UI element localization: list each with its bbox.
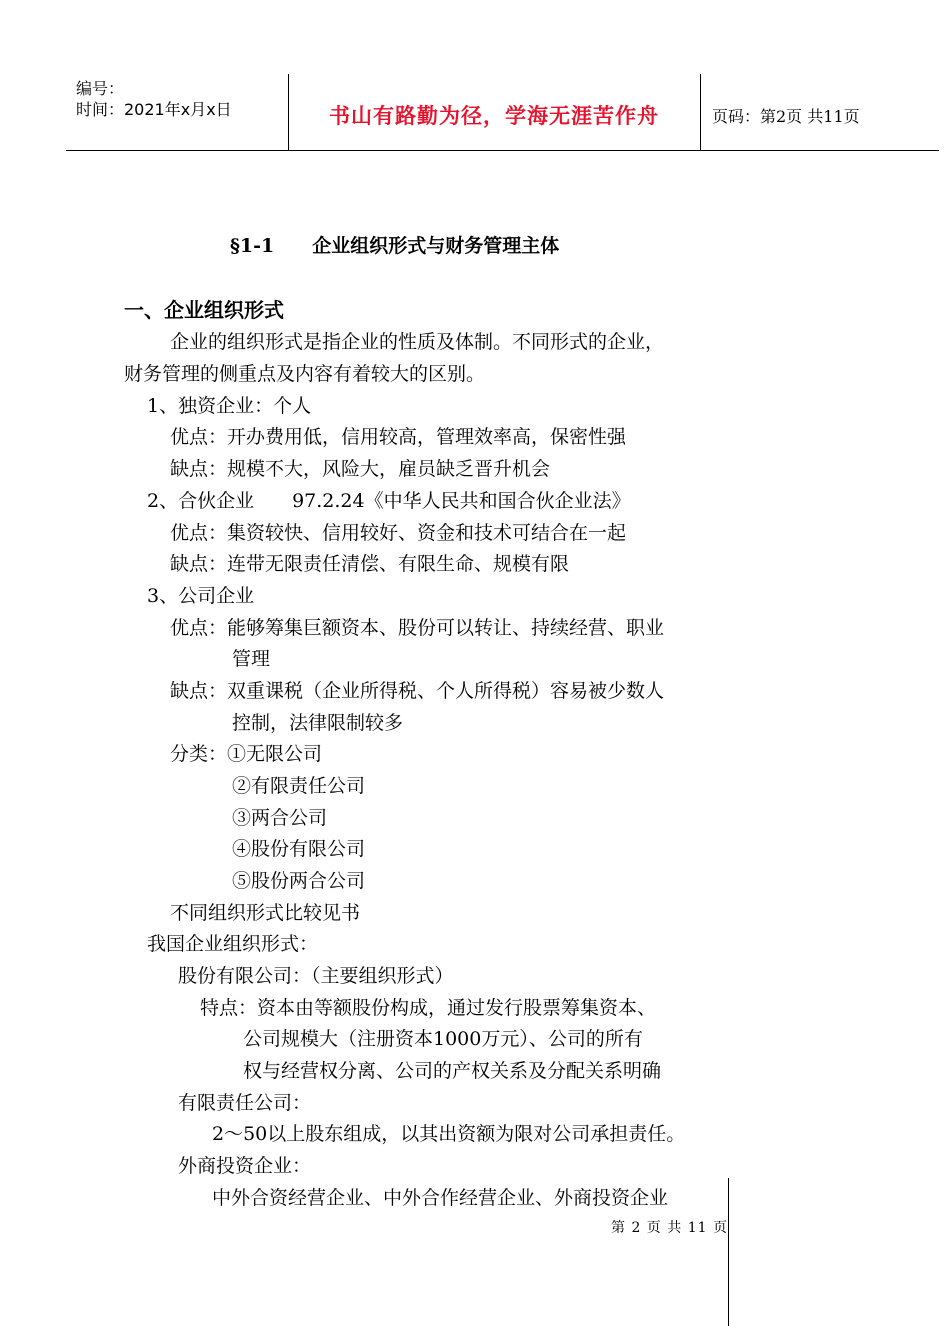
body-line: 优点：能够筹集巨额资本、股份可以转让、持续经营、职业 xyxy=(170,617,665,639)
body-line: 分类：①无限公司 xyxy=(170,743,323,765)
body-line: 优点：开办费用低，信用较高，管理效率高，保密性强 xyxy=(170,426,627,448)
body-line: ④股份有限公司 xyxy=(232,838,366,860)
header-divider-2 xyxy=(700,74,701,150)
body-line: ③两合公司 xyxy=(232,807,328,829)
body-line: 3、公司企业 xyxy=(147,585,255,607)
body-line: 管理 xyxy=(232,648,271,670)
body-line: 财务管理的侧重点及内容有着较大的区别。 xyxy=(124,363,486,385)
margin-rule xyxy=(728,1178,729,1326)
body-line: 优点：集资较快、信用较好、资金和技术可结合在一起 xyxy=(170,522,627,544)
body-line: 2～50以上股东组成，以其出资额为限对公司承担责任。 xyxy=(212,1123,686,1145)
page-footer: 第 2 页 共 11 页 xyxy=(611,1220,728,1236)
header-page-info: 页码：第2页 共11页 xyxy=(712,107,860,126)
body-line: 1、独资企业：个人 xyxy=(147,395,312,417)
header-time-label: 时间：2021年x月x日 xyxy=(76,100,232,119)
body-line: ②有限责任公司 xyxy=(232,775,366,797)
body-line: 企业的组织形式是指企业的性质及体制。不同形式的企业， xyxy=(170,331,665,353)
body-line: 我国企业组织形式： xyxy=(147,933,319,955)
body-line: 缺点：连带无限责任清偿、有限生命、规模有限 xyxy=(170,553,570,575)
header-motto: 书山有路勤为径，学海无涯苦作舟 xyxy=(329,103,659,128)
body-line: 公司规模大（注册资本1000万元）、公司的所有 xyxy=(243,1028,643,1050)
body-line: 权与经营权分离、公司的产权关系及分配关系明确 xyxy=(243,1060,662,1082)
body-line: 2、合伙企业 97.2.24《中华人民共和国合伙企业法》 xyxy=(147,490,631,512)
body-line: 缺点：规模不大，风险大，雇员缺乏晋升机会 xyxy=(170,458,551,480)
body-line: 不同组织形式比较见书 xyxy=(170,902,361,924)
body-line: 特点：资本由等额股份构成，通过发行股票筹集资本、 xyxy=(200,997,657,1019)
header-left-cell xyxy=(76,78,232,120)
section-title: §1-1 企业组织形式与财务管理主体 xyxy=(230,235,560,257)
page-header xyxy=(66,74,939,151)
section-heading: 一、企业组织形式 xyxy=(124,298,284,322)
body-line: ⑤股份两合公司 xyxy=(232,870,366,892)
body-line: 股份有限公司：（主要组织形式） xyxy=(178,965,454,987)
body-line: 中外合资经营企业、中外合作经营企业、外商投资企业 xyxy=(212,1187,669,1209)
body-line: 缺点：双重课税（企业所得税、个人所得税）容易被少数人 xyxy=(170,680,665,702)
body-line: 外商投资企业： xyxy=(178,1155,312,1177)
body-line: 控制，法律限制较多 xyxy=(232,712,404,734)
body-line: 有限责任公司： xyxy=(178,1092,312,1114)
header-number-label: 编号： xyxy=(76,79,125,98)
